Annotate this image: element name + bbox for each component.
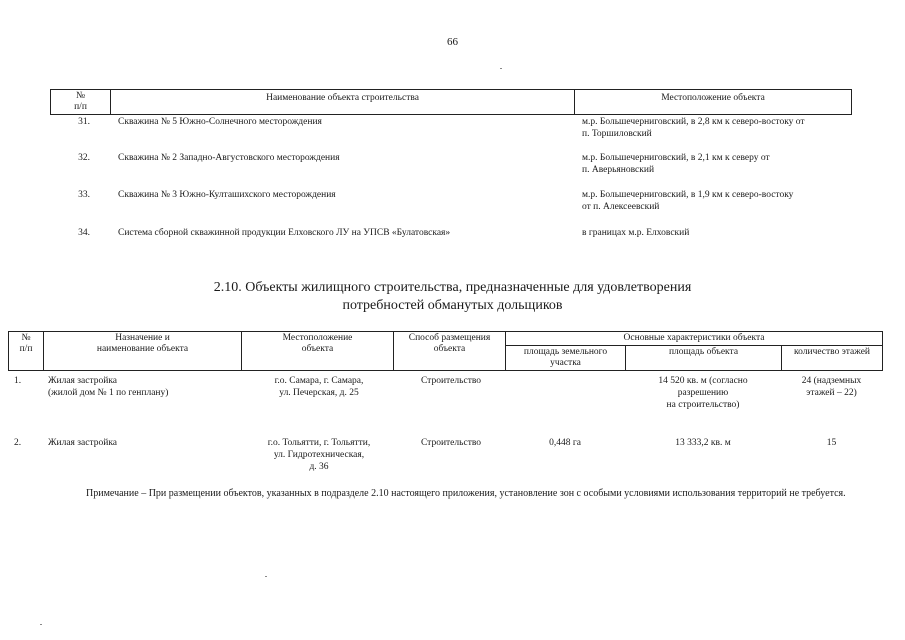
row-num: 1. xyxy=(14,376,22,386)
row-location: г.о. Самара, г. Самара, ул. Печерская, д. 25 xyxy=(274,376,364,398)
objects-table-header xyxy=(50,89,852,115)
header-main-characteristics: Основные характеристики объекта xyxy=(506,332,883,346)
scan-speck xyxy=(265,576,267,577)
table-row xyxy=(50,227,851,241)
row-purpose: Жилая застройка xyxy=(48,438,118,448)
row-object-name: Скважина № 3 Южно-Култашихского месторождения xyxy=(118,190,336,200)
header-method: Способ размещения объекта xyxy=(394,332,506,371)
row-location: м.р. Большечерниговский, в 2,1 км к северу от п. Аверьяновский xyxy=(582,153,770,175)
row-location: м.р. Большечерниговский, в 2,8 км к северо-востоку от п. Торшиловский xyxy=(582,117,805,139)
section-heading-line1: 2.10. Объекты жилищного строительства, предназначенные для удовлетворения xyxy=(213,280,692,295)
footnote: Примечание – При размещении объектов, указанных в подразделе 2.10 настоящего приложения, установление зон с особыми условиями использования территорий не требуется. xyxy=(86,488,846,499)
header-num: № п/п xyxy=(9,332,44,371)
scan-speck xyxy=(40,624,42,625)
scan-speck xyxy=(500,68,502,69)
row-floors: 24 (надземных этажей – 22) xyxy=(801,376,862,398)
row-num: 32. xyxy=(78,153,90,163)
section-heading xyxy=(0,279,905,315)
row-purpose: Жилая застройка (жилой дом № 1 по генплану) xyxy=(48,376,169,398)
header-land-area: площадь земельного участка xyxy=(506,346,626,371)
housing-table-header xyxy=(8,331,883,371)
row-num: 33. xyxy=(78,190,90,200)
page-number: 66 xyxy=(447,36,458,48)
row-floors: 15 xyxy=(826,438,837,448)
row-object-area: 14 520 кв. м (согласно разрешению на строительство) xyxy=(658,376,748,410)
table-row xyxy=(50,152,851,178)
row-num: 31. xyxy=(78,117,90,127)
row-num: 34. xyxy=(78,228,90,238)
table-row xyxy=(8,437,882,477)
row-object-area: 13 333,2 кв. м xyxy=(675,438,731,448)
header-location: Местоположение объекта xyxy=(575,90,852,115)
row-object-name: Скважина № 2 Западно-Августовского месторождения xyxy=(118,153,340,163)
header-location: Местоположение объекта xyxy=(242,332,394,371)
row-method: Строительство xyxy=(420,376,482,386)
row-location: г.о. Тольятти, г. Тольятти, ул. Гидротехническая, д. 36 xyxy=(267,438,371,472)
header-object-area: площадь объекта xyxy=(626,346,782,371)
header-floors: количество этажей xyxy=(782,346,883,371)
header-num: № п/п xyxy=(51,90,111,115)
row-num: 2. xyxy=(14,438,22,448)
row-location: м.р. Большечерниговский, в 1,9 км к северо-востоку от п. Алексеевский xyxy=(582,190,794,212)
section-heading-line2: потребностей обманутых дольщиков xyxy=(342,298,563,313)
row-land-area: 0,448 га xyxy=(549,438,581,448)
row-method: Строительство xyxy=(420,438,482,448)
header-object-name: Наименование объекта строительства xyxy=(111,90,575,115)
table-row xyxy=(50,116,851,142)
table-row xyxy=(8,375,882,415)
header-purpose: Назначение и наименование объекта xyxy=(44,332,242,371)
row-object-name: Скважина № 5 Южно-Солнечного месторождения xyxy=(118,117,322,127)
row-location: в границах м.р. Елховский xyxy=(582,228,690,238)
table-row xyxy=(50,189,851,215)
row-object-name: Система сборной скважинной продукции Елховского ЛУ на УПСВ «Булатовская» xyxy=(118,228,451,238)
